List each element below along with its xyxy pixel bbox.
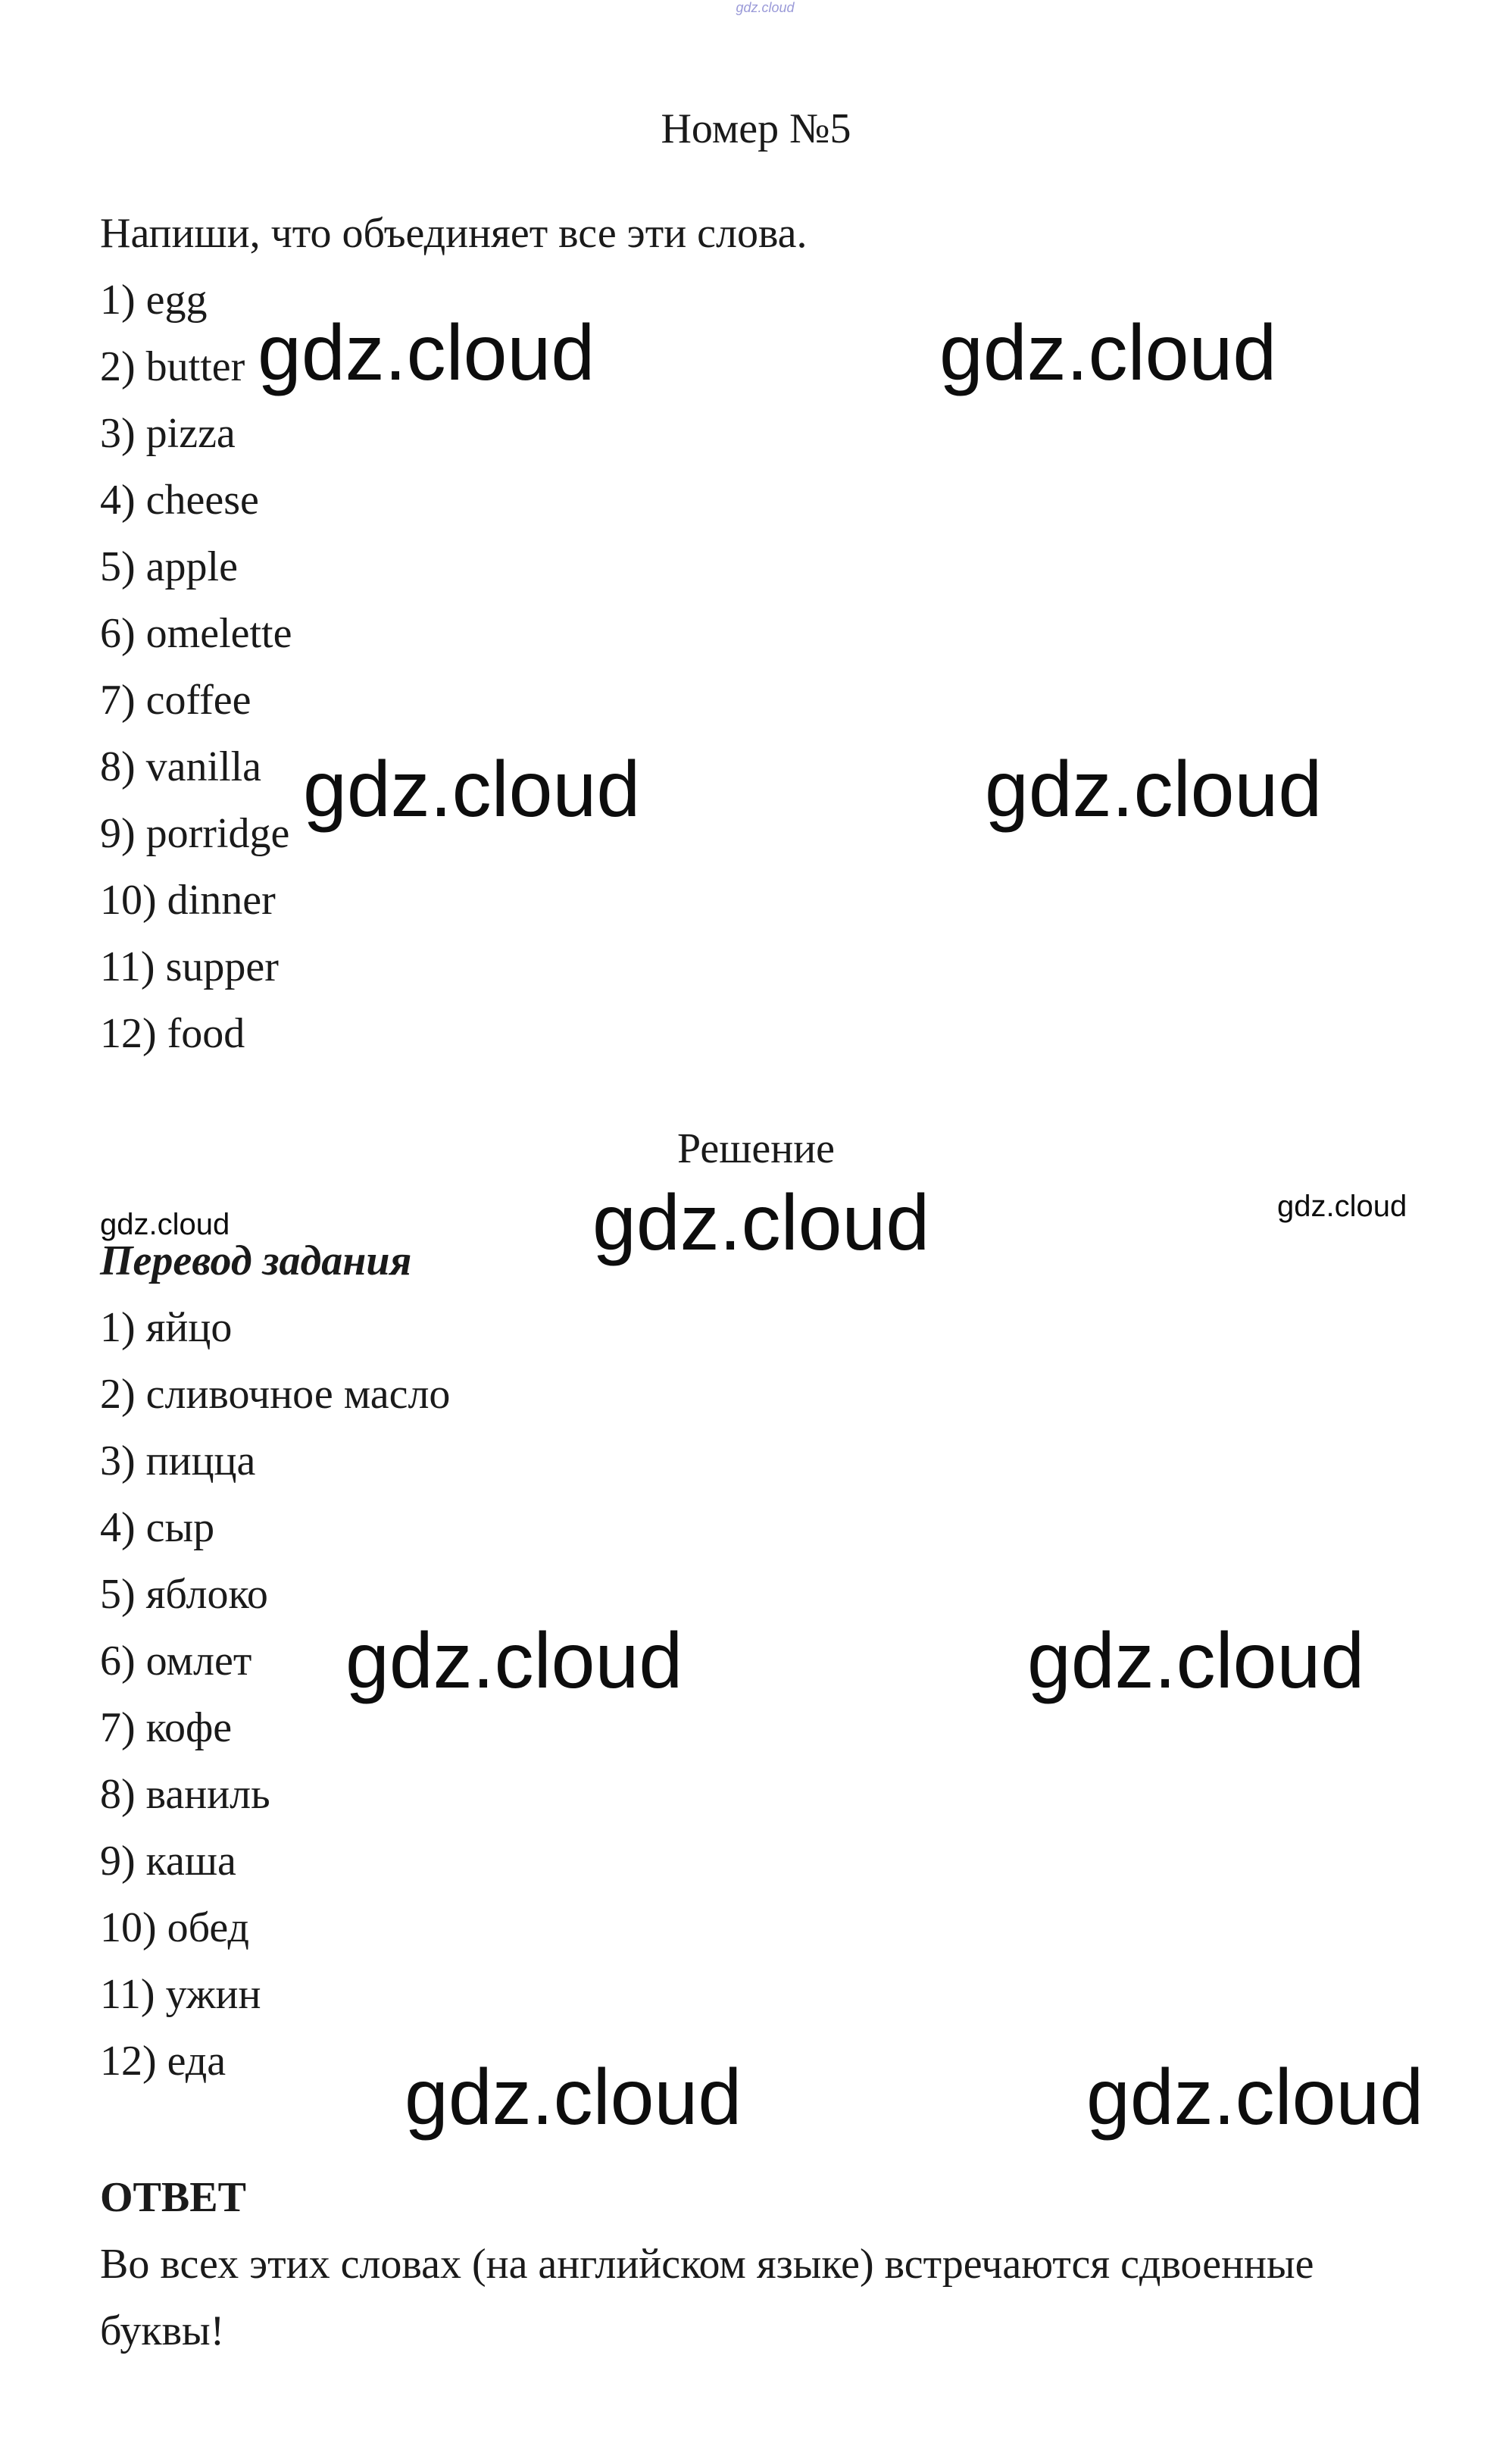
translation-item: 3) пицца: [100, 1437, 256, 1484]
header-watermark: gdz.cloud: [736, 0, 795, 15]
watermark: gdz.cloud: [1086, 2054, 1424, 2141]
task-item: 6) omelette: [100, 610, 292, 657]
task-item: 4) cheese: [100, 477, 259, 524]
answer-text-line-1: Во всех этих словах (на английском языке) встречаются сдвоенные: [100, 2241, 1314, 2288]
watermark: gdz.cloud: [592, 1179, 930, 1267]
translation-item: 11) ужин: [100, 1971, 261, 2018]
watermark: gdz.cloud: [345, 1617, 683, 1705]
translation-item: 8) ваниль: [100, 1771, 270, 1818]
task-item: 8) vanilla: [100, 743, 262, 790]
watermark: gdz.cloud: [303, 746, 641, 834]
solution-heading: Решение: [676, 1125, 836, 1172]
watermark: gdz.cloud: [1027, 1617, 1365, 1705]
translation-item: 12) еда: [100, 2038, 226, 2085]
translation-item: 6) омлет: [100, 1638, 252, 1685]
watermark: gdz.cloud: [405, 2054, 742, 2141]
task-item: 5) apple: [100, 543, 238, 590]
task-item: 7) coffee: [100, 677, 251, 724]
watermark: gdz.cloud: [1277, 1190, 1407, 1223]
translation-item: 1) яйцо: [100, 1304, 233, 1351]
task-item: 3) pizza: [100, 410, 236, 457]
answer-text-line-2: буквы!: [100, 2307, 225, 2354]
translation-item: 2) сливочное масло: [100, 1371, 451, 1418]
translation-title: Перевод задания: [100, 1237, 412, 1284]
translation-item: 9) каша: [100, 1838, 236, 1885]
watermark: gdz.cloud: [258, 309, 595, 397]
task-item: 2) butter: [100, 343, 245, 390]
translation-item: 7) кофе: [100, 1704, 233, 1751]
task-item: 11) supper: [100, 943, 279, 990]
translation-item: 4) сыр: [100, 1504, 215, 1551]
task-item: 9) porridge: [100, 810, 290, 857]
task-item: 12) food: [100, 1010, 245, 1057]
page-title: Номер №5: [661, 105, 851, 152]
watermark: gdz.cloud: [985, 746, 1323, 834]
watermark: gdz.cloud: [939, 309, 1277, 397]
translation-item: 5) яблоко: [100, 1571, 268, 1618]
translation-item: 10) обед: [100, 1904, 250, 1951]
answer-label: ОТВЕТ: [100, 2174, 246, 2221]
task-instruction: Напиши, что объединяет все эти слова.: [100, 210, 808, 257]
watermark: gdz.cloud: [100, 1208, 230, 1241]
task-item: 1) egg: [100, 277, 208, 324]
task-item: 10) dinner: [100, 877, 276, 924]
